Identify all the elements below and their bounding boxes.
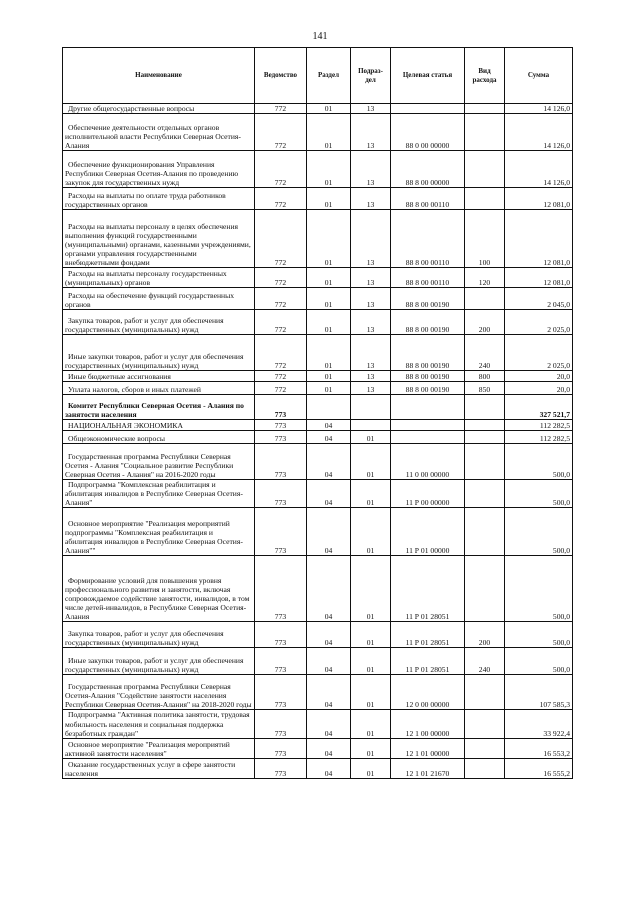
budget-table (62, 47, 573, 779)
row-subsection (351, 420, 391, 431)
header-dept: Ведомство (255, 48, 307, 104)
row-sum: 20,0 (505, 371, 573, 382)
row-subsection: 01 (351, 444, 391, 480)
row-exp-type (465, 758, 505, 778)
row-dept: 772 (255, 151, 307, 188)
row-target: 88 8 00 00110 (391, 210, 465, 268)
row-subsection: 13 (351, 382, 391, 395)
row-subsection: 13 (351, 310, 391, 335)
row-sum: 14 126,0 (505, 104, 573, 114)
row-subsection: 01 (351, 738, 391, 758)
row-section: 04 (307, 420, 351, 431)
row-dept: 773 (255, 622, 307, 648)
row-dept: 772 (255, 104, 307, 114)
row-subsection: 13 (351, 268, 391, 288)
row-sum: 16 553,2 (505, 738, 573, 758)
row-section: 04 (307, 431, 351, 444)
table-row (63, 738, 573, 758)
table-row (63, 444, 573, 480)
row-name: Расходы на выплаты по оплате труда работников государственных органов (63, 188, 255, 210)
row-section: 01 (307, 114, 351, 151)
row-subsection: 13 (351, 371, 391, 382)
row-dept: 772 (255, 382, 307, 395)
row-dept: 773 (255, 431, 307, 444)
row-exp-type (465, 104, 505, 114)
row-name: Обеспечение деятельности отдельных органов исполнительной власти Республики Северная Осетия-Алания (63, 114, 255, 151)
row-target: 11 Р 01 28051 (391, 622, 465, 648)
row-subsection: 01 (351, 431, 391, 444)
row-section: 04 (307, 710, 351, 738)
row-section: 04 (307, 622, 351, 648)
row-sum: 2 025,0 (505, 335, 573, 371)
row-subsection: 13 (351, 104, 391, 114)
row-target (391, 431, 465, 444)
row-exp-type: 100 (465, 210, 505, 268)
row-exp-type (465, 444, 505, 480)
row-exp-type: 240 (465, 648, 505, 675)
table-row (63, 420, 573, 431)
row-name: Расходы на выплаты персоналу государственных (муниципальных) органов (63, 268, 255, 288)
table-row (63, 371, 573, 382)
row-dept: 773 (255, 420, 307, 431)
row-sum: 20,0 (505, 382, 573, 395)
row-sum: 14 126,0 (505, 151, 573, 188)
row-name: Подпрограмма "Активная политика занятости, трудовая мобильность населения и социальная поддержка безработных граждан" (63, 710, 255, 738)
row-subsection: 01 (351, 710, 391, 738)
table-row (63, 114, 573, 151)
row-subsection: 13 (351, 114, 391, 151)
table-row (63, 758, 573, 778)
row-subsection: 13 (351, 288, 391, 310)
row-dept: 773 (255, 675, 307, 710)
table-row (63, 480, 573, 508)
row-name: Уплата налогов, сборов и иных платежей (63, 382, 255, 395)
row-sum: 16 555,2 (505, 758, 573, 778)
header-sum: Сумма (505, 48, 573, 104)
row-target: 11 Р 00 00000 (391, 480, 465, 508)
row-target: 11 Р 01 28051 (391, 648, 465, 675)
row-sum: 12 081,0 (505, 210, 573, 268)
row-name: Обеспечение функционирования Управления Республики Северная Осетия-Алания по проведению закупок для государственных нужд (63, 151, 255, 188)
row-subsection: 01 (351, 675, 391, 710)
table-row (63, 310, 573, 335)
row-dept: 772 (255, 188, 307, 210)
row-target: 12 1 01 21670 (391, 758, 465, 778)
row-exp-type (465, 288, 505, 310)
table-row (63, 675, 573, 710)
row-subsection: 13 (351, 188, 391, 210)
row-exp-type (465, 151, 505, 188)
row-sum: 500,0 (505, 480, 573, 508)
row-exp-type (465, 188, 505, 210)
table-row (63, 382, 573, 395)
row-section: 04 (307, 508, 351, 556)
row-name: Иные бюджетные ассигнования (63, 371, 255, 382)
row-section (307, 395, 351, 420)
table-row (63, 710, 573, 738)
row-exp-type (465, 395, 505, 420)
row-target (391, 395, 465, 420)
row-target: 88 8 00 00000 (391, 151, 465, 188)
row-dept: 772 (255, 210, 307, 268)
row-subsection: 01 (351, 758, 391, 778)
row-sum: 500,0 (505, 648, 573, 675)
row-exp-type: 850 (465, 382, 505, 395)
row-section: 01 (307, 188, 351, 210)
row-name: Расходы на обеспечение функций государственных органов (63, 288, 255, 310)
table-row (63, 268, 573, 288)
row-sum: 500,0 (505, 556, 573, 622)
table-row (63, 210, 573, 268)
row-name: Общеэкономические вопросы (63, 431, 255, 444)
row-section: 01 (307, 335, 351, 371)
row-exp-type (465, 556, 505, 622)
row-sum: 12 081,0 (505, 268, 573, 288)
row-section: 01 (307, 268, 351, 288)
row-target: 88 8 00 00190 (391, 382, 465, 395)
table-row (63, 335, 573, 371)
row-sum: 107 585,3 (505, 675, 573, 710)
row-target: 88 8 00 00190 (391, 288, 465, 310)
row-target: 88 8 00 00110 (391, 188, 465, 210)
row-exp-type: 200 (465, 622, 505, 648)
row-sum: 500,0 (505, 444, 573, 480)
row-exp-type (465, 114, 505, 151)
row-target: 88 0 00 00000 (391, 114, 465, 151)
row-name: Закупка товаров, работ и услуг для обеспечения государственных (муниципальных) нужд (63, 310, 255, 335)
row-dept: 773 (255, 480, 307, 508)
row-target: 12 1 00 00000 (391, 710, 465, 738)
row-dept: 772 (255, 335, 307, 371)
row-dept: 772 (255, 114, 307, 151)
row-section: 04 (307, 480, 351, 508)
row-dept: 772 (255, 288, 307, 310)
row-dept: 773 (255, 395, 307, 420)
row-subsection: 01 (351, 508, 391, 556)
row-target (391, 104, 465, 114)
row-subsection (351, 395, 391, 420)
row-sum: 2 025,0 (505, 310, 573, 335)
header-subsection: Подраз- дел (351, 48, 391, 104)
row-dept: 773 (255, 738, 307, 758)
row-section: 04 (307, 648, 351, 675)
row-dept: 773 (255, 508, 307, 556)
page-number: 141 (312, 31, 328, 42)
row-section: 01 (307, 210, 351, 268)
row-dept: 773 (255, 710, 307, 738)
table-row (63, 395, 573, 420)
row-exp-type (465, 508, 505, 556)
row-sum: 112 282,5 (505, 431, 573, 444)
row-section: 01 (307, 104, 351, 114)
row-section: 04 (307, 556, 351, 622)
row-section: 01 (307, 310, 351, 335)
table-row (63, 188, 573, 210)
row-section: 01 (307, 382, 351, 395)
row-name: Основное мероприятие "Реализация мероприятий подпрограммы "Комплексная реабилитация и абилитация инвалидов в Республике Северная Осетия-Алания"" (63, 508, 255, 556)
table-row (63, 104, 573, 114)
row-name: Государственная программа Республики Северная Осетия - Алания "Социальное развитие Республики Северная Осетия - Алания" на 2016-2020 годы (63, 444, 255, 480)
row-name: Формирование условий для повышения уровня профессионального развития и занятости, включая сопровождаемое содействие занятости, инвалидов, в том числе детей-инвалидов, в Республике Северная Осетия-Алания (63, 556, 255, 622)
row-name: Другие общегосударственные вопросы (63, 104, 255, 114)
row-sum: 327 521,7 (505, 395, 573, 420)
row-target: 11 Р 01 00000 (391, 508, 465, 556)
row-subsection: 13 (351, 335, 391, 371)
table-row (63, 648, 573, 675)
row-target: 88 8 00 00190 (391, 335, 465, 371)
row-name: Оказание государственных услуг в сфере занятости населения (63, 758, 255, 778)
row-target: 88 8 00 00110 (391, 268, 465, 288)
row-target: 12 1 01 00000 (391, 738, 465, 758)
row-dept: 772 (255, 310, 307, 335)
table-row (63, 431, 573, 444)
row-target (391, 420, 465, 431)
row-section: 04 (307, 675, 351, 710)
row-target: 12 0 00 00000 (391, 675, 465, 710)
table-row (63, 556, 573, 622)
header-target: Целевая статья (391, 48, 465, 104)
table-row (63, 288, 573, 310)
row-exp-type (465, 480, 505, 508)
row-dept: 773 (255, 556, 307, 622)
row-name: Основное мероприятие "Реализация мероприятий активной занятости населения" (63, 738, 255, 758)
row-name: Подпрограмма "Комплексная реабилитация и абилитация инвалидов в Республике Северная Осетия-Алания" (63, 480, 255, 508)
row-section: 01 (307, 288, 351, 310)
row-name: НАЦИОНАЛЬНАЯ ЭКОНОМИКА (63, 420, 255, 431)
row-section: 01 (307, 371, 351, 382)
row-name: Иные закупки товаров, работ и услуг для обеспечения государственных (муниципальных) нужд (63, 648, 255, 675)
row-target: 88 8 00 00190 (391, 310, 465, 335)
row-dept: 773 (255, 444, 307, 480)
row-subsection: 01 (351, 480, 391, 508)
row-target: 88 8 00 00190 (391, 371, 465, 382)
row-dept: 772 (255, 268, 307, 288)
row-exp-type (465, 738, 505, 758)
row-exp-type: 200 (465, 310, 505, 335)
row-sum: 33 922,4 (505, 710, 573, 738)
row-name: Комитет Республики Северная Осетия - Алания по занятости населения (63, 395, 255, 420)
row-exp-type (465, 675, 505, 710)
row-subsection: 13 (351, 151, 391, 188)
header-section: Раздел (307, 48, 351, 104)
row-dept: 773 (255, 758, 307, 778)
row-target: 11 0 00 00000 (391, 444, 465, 480)
row-sum: 500,0 (505, 508, 573, 556)
row-name: Закупка товаров, работ и услуг для обеспечения государственных (муниципальных) нужд (63, 622, 255, 648)
row-section: 04 (307, 758, 351, 778)
row-section: 01 (307, 151, 351, 188)
row-dept: 773 (255, 648, 307, 675)
table-row (63, 151, 573, 188)
row-subsection: 01 (351, 556, 391, 622)
row-exp-type (465, 710, 505, 738)
header-name: Наименование (63, 48, 255, 104)
header-exp-type: Вид расхода (465, 48, 505, 104)
row-sum: 12 081,0 (505, 188, 573, 210)
row-exp-type (465, 431, 505, 444)
table-header-row (63, 48, 573, 104)
table-row (63, 508, 573, 556)
row-exp-type: 120 (465, 268, 505, 288)
row-subsection: 13 (351, 210, 391, 268)
row-dept: 772 (255, 371, 307, 382)
row-sum: 14 126,0 (505, 114, 573, 151)
row-section: 04 (307, 444, 351, 480)
table-row (63, 622, 573, 648)
row-subsection: 01 (351, 622, 391, 648)
row-name: Расходы на выплаты персоналу в целях обеспечения выполнения функций государственными (муниципальными) органами, казенными учреждениями, органами управления государственными внебюджетными фондами (63, 210, 255, 268)
row-name: Государственная программа Республики Северная Осетия-Алания "Содействие занятости населения Республики Северная Осетия-Алания" на 2018-2020 годы (63, 675, 255, 710)
row-exp-type: 800 (465, 371, 505, 382)
row-sum: 112 282,5 (505, 420, 573, 431)
row-sum: 500,0 (505, 622, 573, 648)
row-target: 11 Р 01 28051 (391, 556, 465, 622)
row-subsection: 01 (351, 648, 391, 675)
row-section: 04 (307, 738, 351, 758)
row-exp-type: 240 (465, 335, 505, 371)
row-name: Иные закупки товаров, работ и услуг для обеспечения государственных (муниципальных) нужд (63, 335, 255, 371)
row-sum: 2 045,0 (505, 288, 573, 310)
row-exp-type (465, 420, 505, 431)
